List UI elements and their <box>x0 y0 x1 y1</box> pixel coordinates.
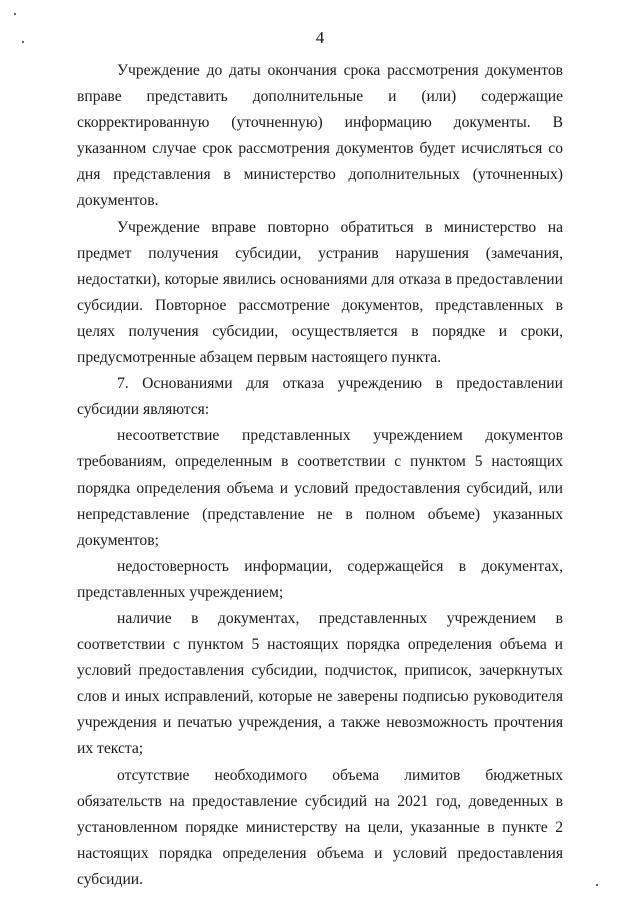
scan-speck <box>14 13 16 15</box>
paragraph-deadline-additional-docs: Учреждение до даты окончания срока рассмотрения документов вправе представить дополнительные и (или) содержащие скорректированную (уточненную) информацию документы. В указанном случае срок рассмотрения документов будет исчисляться со дня представления в министерство дополнительных (уточненных) документов. <box>77 62 563 210</box>
document-body <box>77 58 563 893</box>
paragraph-ground-noncompliance: несоответствие представленных учреждением документов требованиям, определенным в соответствии с пунктом 5 настоящих порядка определения объема и условий предоставления субсидий, или непредставление (представление не в полном объеме) указанных документов; <box>77 427 563 549</box>
paragraph-reapplication: Учреждение вправе повторно обратиться в министерство на предмет получения субсидии, устранив нарушения (замечания, недостатки), которые явились основаниями для отказа в предоставлении субсидии. Повторное рассмотрение документов, представленных в целях получения субсидии, осуществляется в порядке и сроки, предусмотренные абзацем первым настоящего пункта. <box>77 218 563 367</box>
paragraph-grounds-for-refusal: 7. Основаниями для отказа учреждению в предоставлении субсидии являются: <box>77 375 563 419</box>
page-number: 4 <box>315 28 325 47</box>
paragraph-ground-unreliable-info: недостоверность информации, содержащейся в документах, представленных учреждением; <box>77 557 563 601</box>
paragraph-ground-corrections: наличие в документах, представленных учреждением в соответствии с пунктом 5 настоящих порядка определения объема и условий предоставления субсидии, подчисток, приписок, зачеркнутых слов и иных исправлений, которые не заверены подписью руководителя учреждения и печатью учреждения, а также невозможность прочтения их текста; <box>77 609 563 758</box>
paragraph-ground-budget-limits: отсутствие необходимого объема лимитов бюджетных обязательств на предоставление субсидий на 2021 год, доведенных в установленном порядке министерству на цели, указанные в пункте 2 настоящих порядка определения объема и условий предоставления субсидии. <box>77 766 563 888</box>
scan-speck <box>596 884 598 886</box>
